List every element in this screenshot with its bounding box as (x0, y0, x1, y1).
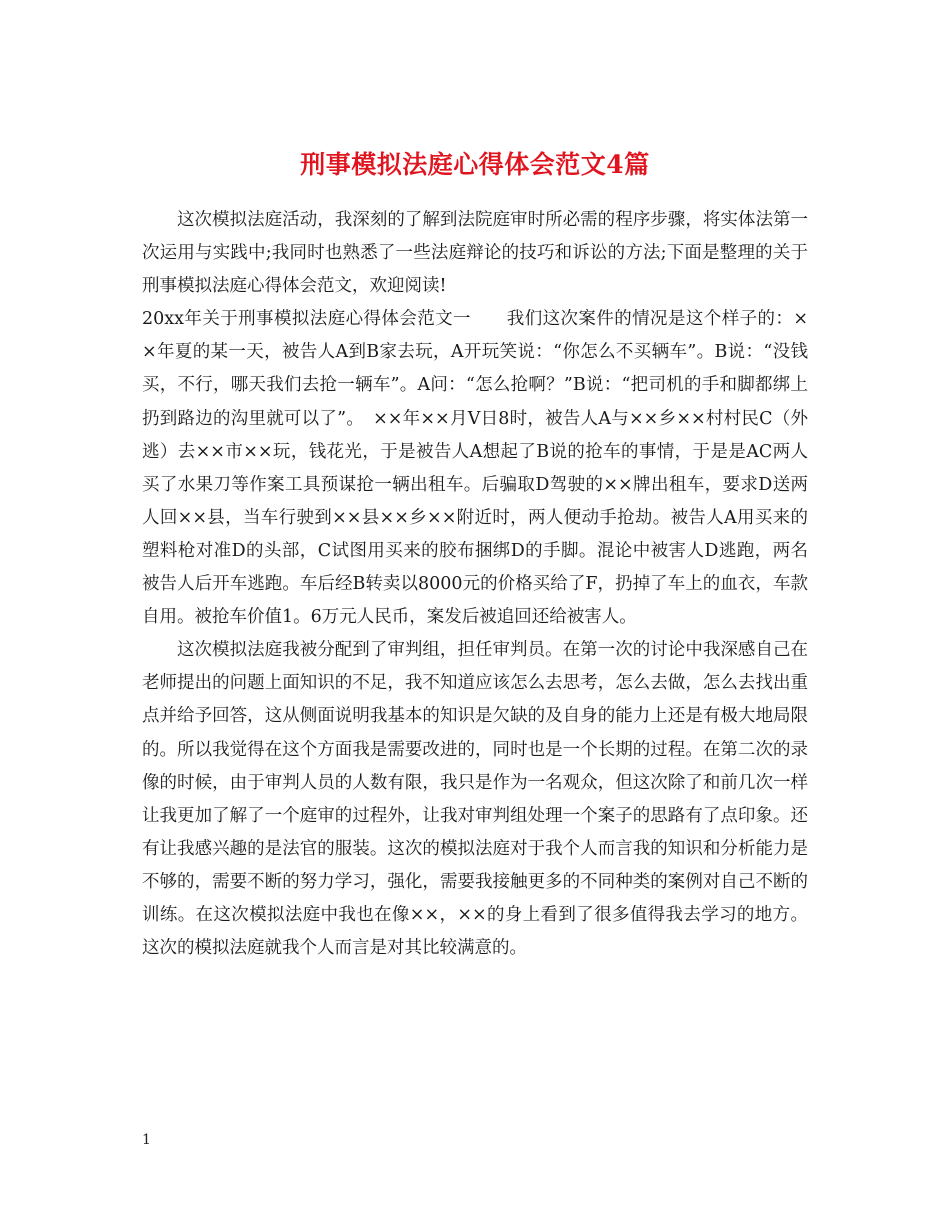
document-title: 刑事模拟法庭心得体会范文4篇 (300, 149, 650, 179)
reflection-paragraph: 这次模拟法庭我被分配到了审判组，担任审判员。在第一次的讨论中我深感自己在老师提出的问题上面知识的不足，我不知道应该怎么去思考，怎么去做，怎么去找出重点并给予回答，这从侧面说明我基本的知识是欠缺的及自身的能力上还是有极大地局限的。所以我觉得在这个方面我是需要改进的，同时也是一个长期的过程。在第二次的录像的时候，由于审判人员的人数有限，我只是作为一名观众，但这次除了和前几次一样让我更加了解了一个庭审的过程外，让我对审判组处理一个案子的思路有了点印象。还有让我感兴趣的是法官的服装。这次的模拟法庭对于我个人而言我的知识和分析能力是不够的，需要不断的努力学习，强化，需要我接触更多的不同种类的案例对自己不断的训练。在这次模拟法庭中我也在像××，××的身上看到了很多值得我去学习的地方。这次的模拟法庭就我个人而言是对其比较满意的。 (142, 640, 808, 959)
page-number: 1 (142, 1132, 151, 1148)
document-body (142, 204, 808, 965)
case-paragraph: 20xx年关于刑事模拟法庭心得体会范文一 我们这次案件的情况是这个样子的：××年夏的某一天，被告人A到B家去玩，A开玩笑说：“你怎么不买辆车”。B说：“没钱买，不行，哪天我们去抢一辆车”。A问：“怎么抢啊？”B说：“把司机的手和脚都绑上扔到路边的沟里就可以了”。 ××年××月V日8时，被告人A与××乡××村村民C（外逃）去××市××玩，钱花光，于是被告人A想起了B说的抢车的事情，于是是AC两人买了水果刀等作案工具预谋抢一辆出租车。后骗取D驾驶的××牌出租车，要求D送两人回××县，当车行驶到××县××乡××附近时，两人便动手抢劫。被告人A用买来的塑料枪对准D的头部，C试图用买来的胶布捆绑D的手脚。混论中被害人D逃跑，两名被告人后开车逃跑。车后经B转卖以8000元的价格买给了F，扔掉了车上的血衣，车款自用。被抢车价值1。6万元人民币，案发后被追回还给被害人。 (142, 309, 808, 628)
intro-paragraph: 这次模拟法庭活动，我深刻的了解到法院庭审时所必需的程序步骤，将实体法第一次运用与实践中;我同时也熟悉了一些法庭辩论的技巧和诉讼的方法;下面是整理的关于刑事模拟法庭心得体会范文，欢迎阅读! (142, 210, 808, 297)
